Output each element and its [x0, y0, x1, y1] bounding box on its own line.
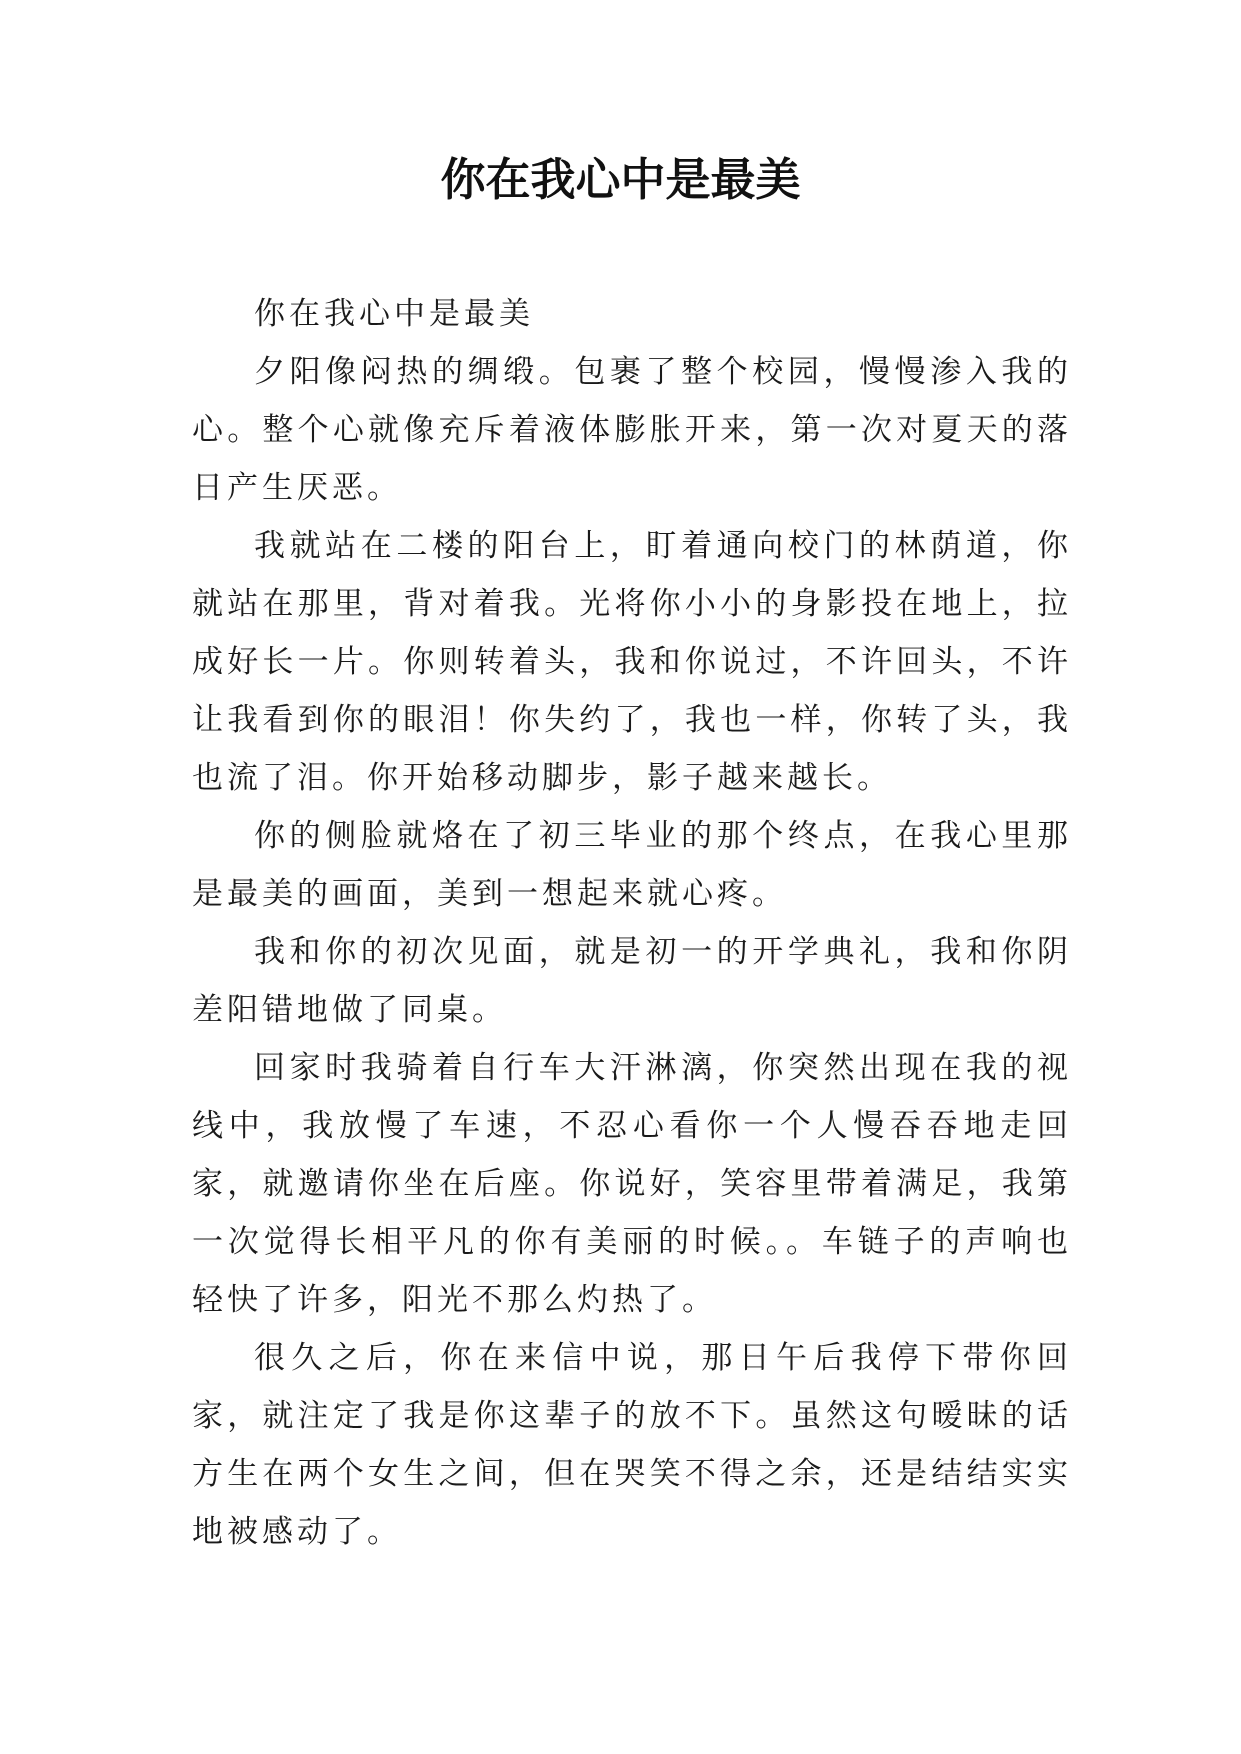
paragraph: 我和你的初次见面，就是初一的开学典礼，我和你阴差阳错地做了同桌。 [192, 934, 1072, 1028]
paragraph: 我就站在二楼的阳台上，盯着通向校门的林荫道，你就站在那里，背对着我。光将你小小的身影投在地上，拉成好长一片。你则转着头，我和你说过，不许回头，不许让我看到你的眼泪！你失约了，我也一样，你转了头，我也流了泪。你开始移动脚步，影子越来越长。 [192, 528, 1072, 796]
document-title: 你在我心中是最美 [440, 153, 801, 206]
document-body [192, 285, 1072, 1561]
paragraph: 夕阳像闷热的绸缎。包裹了整个校园，慢慢渗入我的心。整个心就像充斥着液体膨胀开来，第一次对夏天的落日产生厌恶。 [192, 354, 1072, 506]
paragraph: 回家时我骑着自行车大汗淋漓，你突然出现在我的视线中，我放慢了车速，不忍心看你一个人慢吞吞地走回家，就邀请你坐在后座。你说好，笑容里带着满足，我第一次觉得长相平凡的你有美丽的时候。。车链子的声响也轻快了许多，阳光不那么灼热了。 [192, 1050, 1072, 1318]
paragraph: 你在我心中是最美 [254, 296, 534, 332]
paragraph: 你的侧脸就烙在了初三毕业的那个终点，在我心里那是最美的画面，美到一想起来就心疼。 [192, 818, 1072, 912]
paragraph: 很久之后，你在来信中说，那日午后我停下带你回家，就注定了我是你这辈子的放不下。虽然这句暧昧的话方生在两个女生之间，但在哭笑不得之余，还是结结实实地被感动了。 [192, 1340, 1072, 1550]
